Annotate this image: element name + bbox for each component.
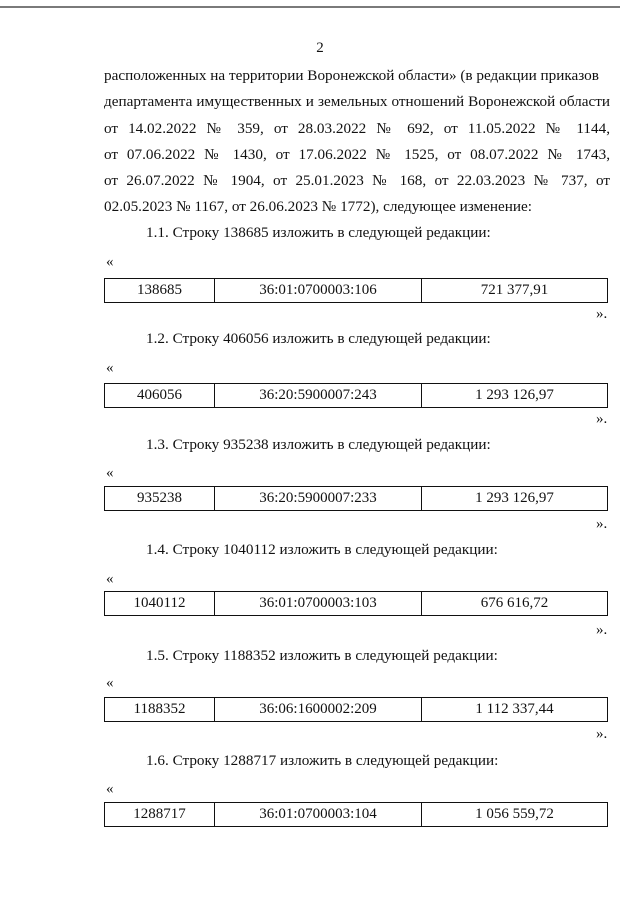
cadastral-number-cell: 36:20:5900007:243 <box>215 384 422 407</box>
intro-line: от 07.06.2022 № 1430, от 17.06.2022 № 1525, от 08.07.2022 № 1743, <box>104 145 610 163</box>
cadastral-number-cell: 36:01:0700003:106 <box>215 279 422 302</box>
row-number-cell: 406056 <box>105 384 215 407</box>
cadastral-number-cell: 36:01:0700003:103 <box>215 592 422 615</box>
close-quote: ». <box>596 411 608 427</box>
value-cell: 1 112 337,44 <box>475 701 554 717</box>
close-quote: ». <box>596 516 608 532</box>
value-cell: 1 293 126,97 <box>475 387 554 403</box>
row-number-cell: 1288717 <box>105 803 215 826</box>
scan-top-edge-line <box>0 0 620 8</box>
open-quote: « <box>106 360 114 376</box>
replacement-row <box>104 591 608 616</box>
open-quote: « <box>106 465 114 481</box>
replacement-row <box>104 383 608 408</box>
replacement-row <box>104 697 608 722</box>
close-quote: ». <box>596 622 608 638</box>
replacement-row <box>104 486 608 511</box>
intro-line: расположенных на территории Воронежской области» (в редакции приказов <box>104 67 599 84</box>
open-quote: « <box>106 254 114 270</box>
item-title: 1.1. Строку 138685 изложить в следующей редакции: <box>146 224 491 241</box>
item-title: 1.5. Строку 1188352 изложить в следующей редакции: <box>146 647 498 664</box>
item-title: 1.2. Строку 406056 изложить в следующей редакции: <box>146 330 491 347</box>
replacement-row <box>104 802 608 827</box>
item-title: 1.4. Строку 1040112 изложить в следующей редакции: <box>146 541 498 558</box>
row-number-cell: 138685 <box>105 279 215 302</box>
intro-line: от 26.07.2022 № 1904, от 25.01.2023 № 168, от 22.03.2023 № 737, от <box>104 172 610 190</box>
cadastral-number-cell: 36:20:5900007:233 <box>215 487 422 510</box>
cadastral-number-cell: 36:06:1600002:209 <box>215 698 422 721</box>
intro-paragraph <box>104 63 610 221</box>
value-cell: 721 377,91 <box>480 282 549 298</box>
intro-line: департамента имущественных и земельных отношений Воронежской области <box>104 93 610 111</box>
replacement-row <box>104 278 608 303</box>
item-title: 1.6. Строку 1288717 изложить в следующей редакции: <box>146 752 499 769</box>
intro-line: 02.05.2023 № 1167, от 26.06.2023 № 1772), следующее изменение: <box>104 198 532 216</box>
close-quote: ». <box>596 726 608 742</box>
open-quote: « <box>106 571 114 587</box>
row-number-cell: 1188352 <box>105 698 215 721</box>
close-quote: ». <box>596 306 608 322</box>
value-cell: 676 616,72 <box>480 595 549 611</box>
row-number-cell: 935238 <box>105 487 215 510</box>
row-number-cell: 1040112 <box>105 592 215 615</box>
value-cell: 1 293 126,97 <box>475 490 554 506</box>
cadastral-number-cell: 36:01:0700003:104 <box>215 803 422 826</box>
open-quote: « <box>106 781 114 797</box>
intro-line: от 14.02.2022 № 359, от 28.03.2022 № 692, от 11.05.2022 № 1144, <box>104 119 610 137</box>
open-quote: « <box>106 675 114 691</box>
item-title: 1.3. Строку 935238 изложить в следующей редакции: <box>146 436 491 453</box>
value-cell: 1 056 559,72 <box>475 806 554 822</box>
page-number: 2 <box>316 40 324 56</box>
